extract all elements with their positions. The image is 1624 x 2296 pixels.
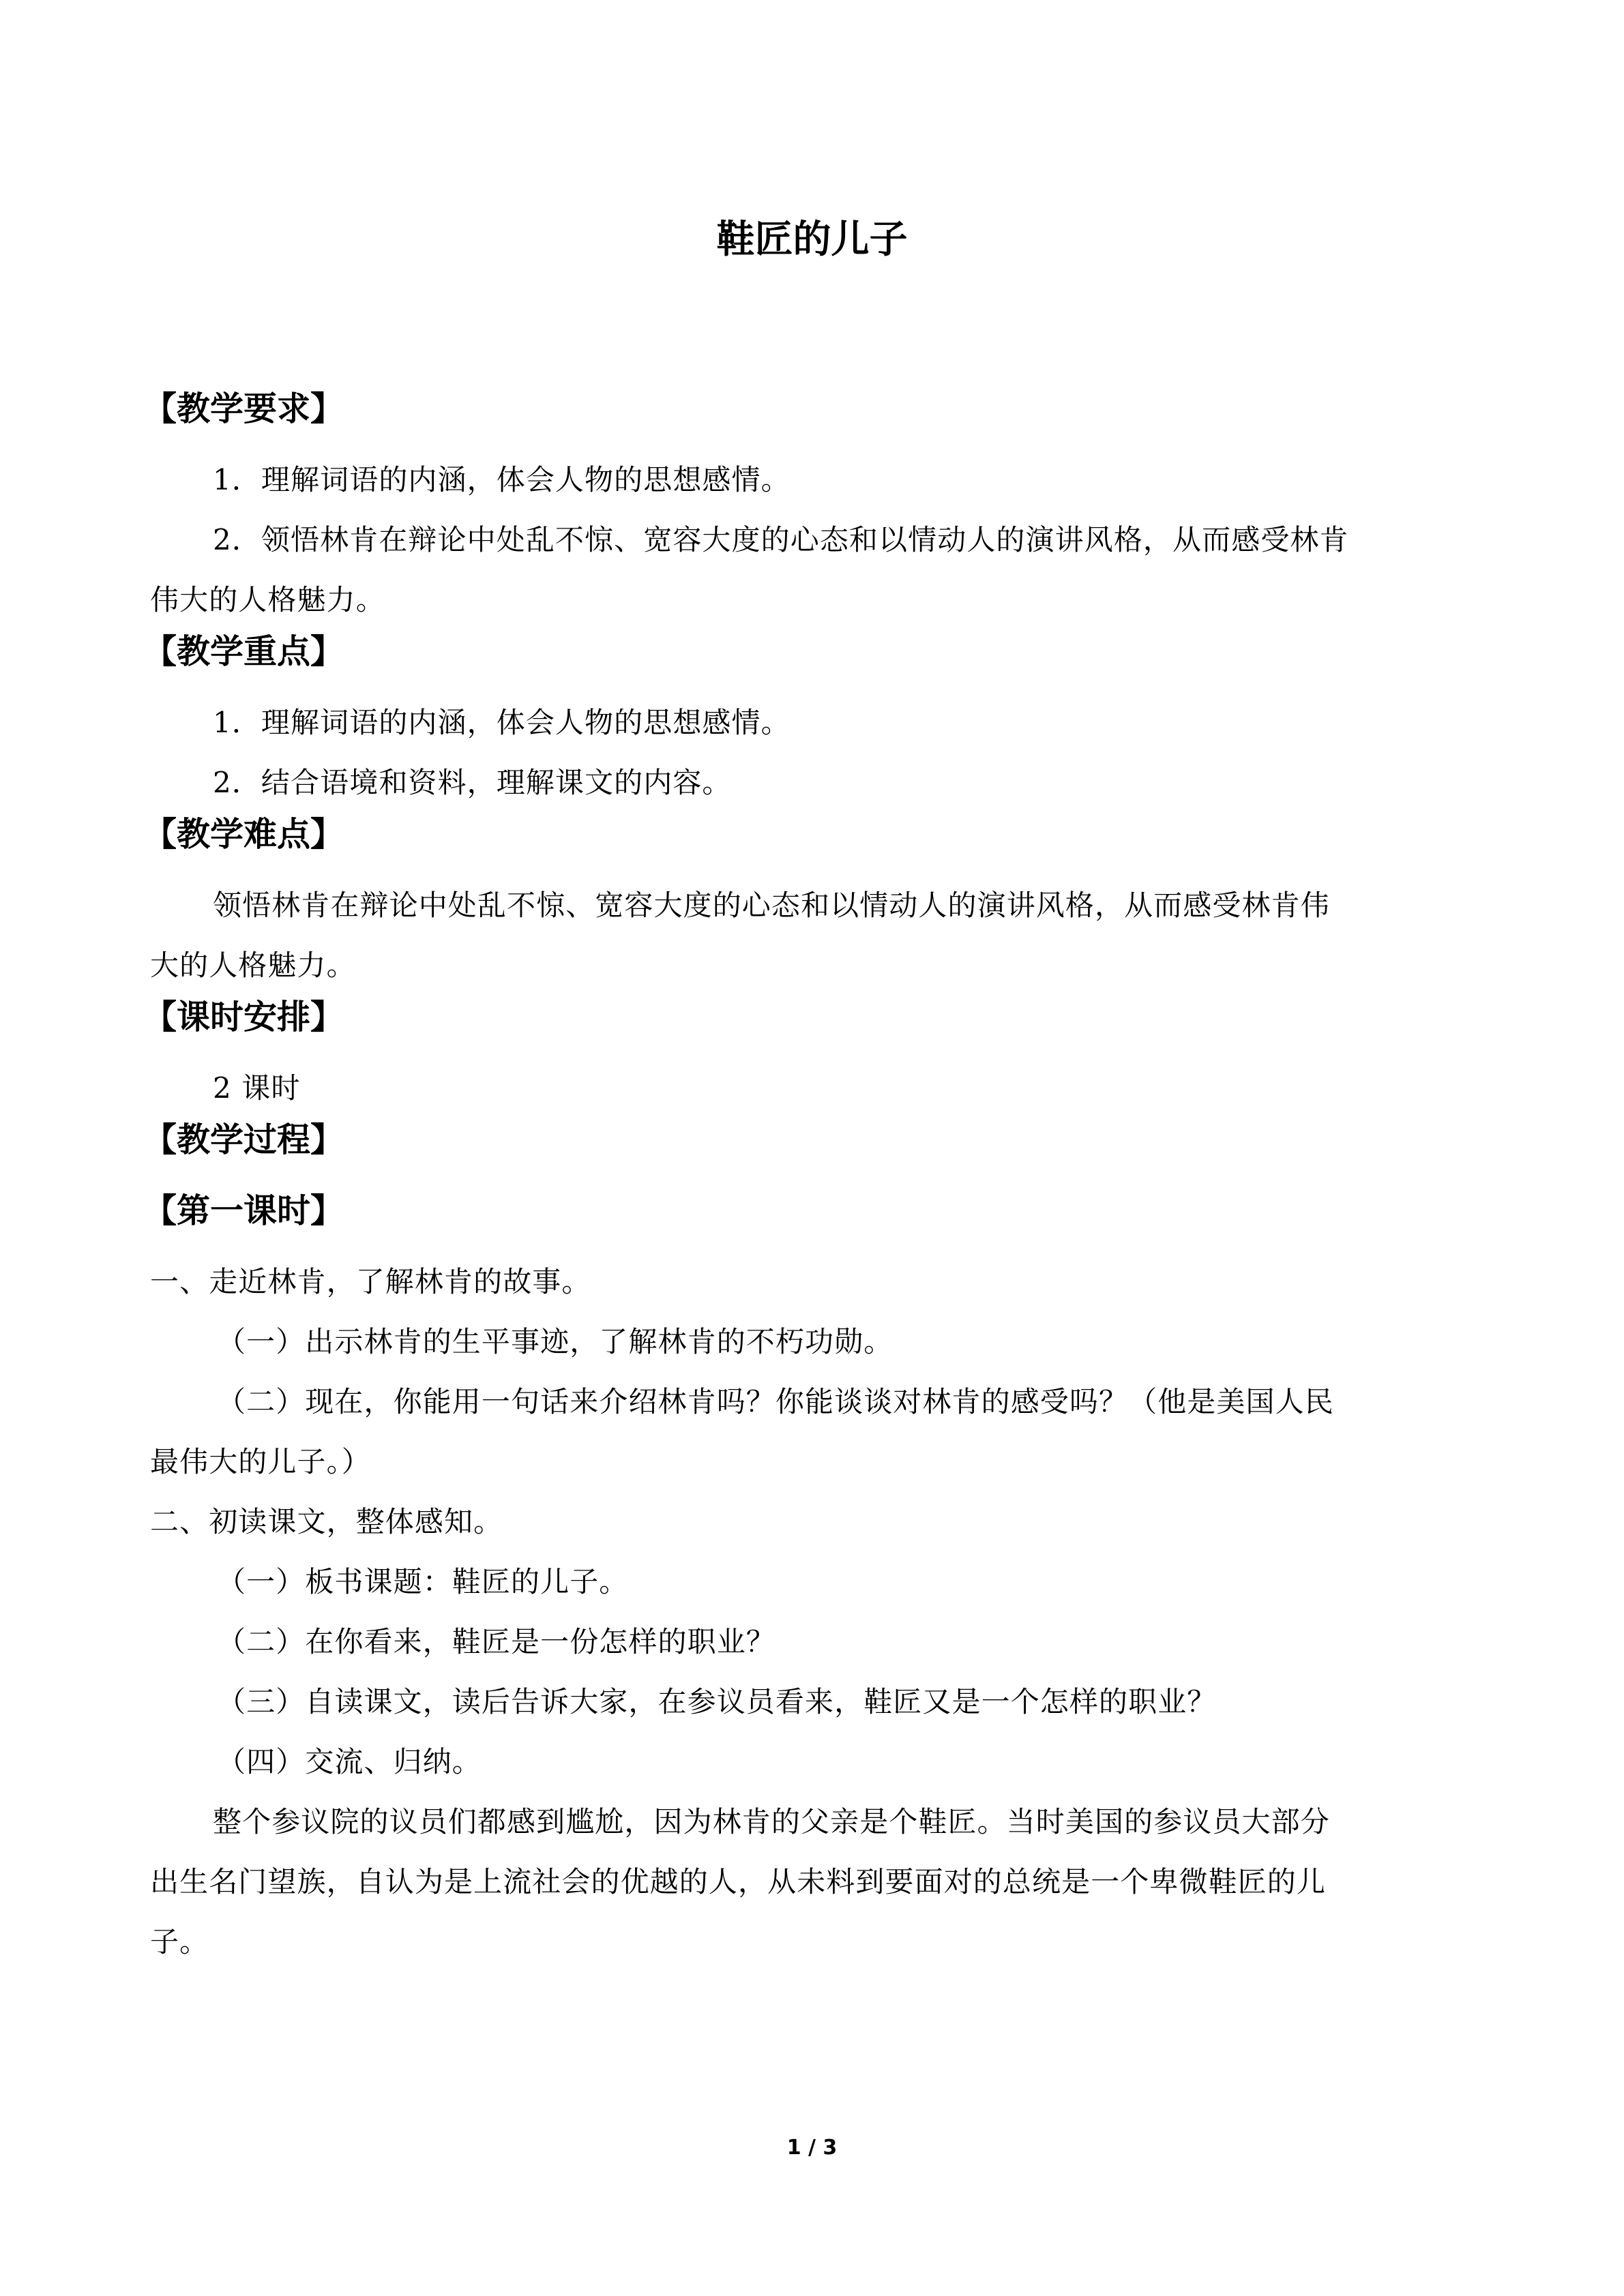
paragraph: 2．领悟林肯在辩论中处乱不惊、宽容大度的心态和以情动人的演讲风格，从而感受林肯	[213, 523, 1349, 556]
list-item: （三）自读课文，读后告诉大家，在参议员看来，鞋匠又是一个怎样的职业？	[217, 1685, 1217, 1718]
section-heading-process: 【教学过程】	[143, 1120, 344, 1159]
section-heading-key-points: 【教学重点】	[143, 632, 344, 671]
list-item: （一）板书课题：鞋匠的儿子。	[217, 1565, 629, 1598]
list-item: （二）在你看来，鞋匠是一份怎样的职业？	[217, 1625, 776, 1658]
list-item: 一、走近林肯，了解林肯的故事。	[150, 1265, 591, 1298]
list-item: （一）出示林肯的生平事迹，了解林肯的不朽功勋。	[217, 1325, 894, 1358]
list-item: （四）交流、归纳。	[217, 1745, 482, 1778]
section-heading-requirements: 【教学要求】	[143, 389, 344, 428]
document-body	[143, 387, 1473, 1972]
section-heading-lesson1: 【第一课时】	[143, 1191, 344, 1230]
list-item: 二、初读课文，整体感知。	[150, 1505, 503, 1538]
paragraph: 领悟林肯在辩论中处乱不惊、宽容大度的心态和以情动人的演讲风格，从而感受林肯伟	[213, 889, 1330, 922]
paragraph: 出生名门望族，自认为是上流社会的优越的人，从未料到要面对的总统是一个卑微鞋匠的儿	[150, 1865, 1327, 1898]
section-heading-difficulties: 【教学难点】	[143, 815, 344, 854]
list-item: 最伟大的儿子。）	[150, 1445, 371, 1478]
section-heading-schedule: 【课时安排】	[143, 998, 344, 1037]
paragraph: 2 课时	[213, 1071, 301, 1105]
paragraph: 整个参议院的议员们都感到尴尬，因为林肯的父亲是个鞋匠。当时美国的参议员大部分	[213, 1805, 1330, 1838]
paragraph: 2．结合语境和资料，理解课文的内容。	[213, 766, 732, 799]
document-title: 鞋匠的儿子	[716, 218, 908, 262]
paragraph: 子。	[150, 1925, 209, 1958]
paragraph: 1．理解词语的内涵，体会人物的思想感情。	[213, 463, 791, 496]
paragraph: 1．理解词语的内涵，体会人物的思想感情。	[213, 706, 791, 739]
paragraph: 大的人格魅力。	[150, 949, 356, 982]
paragraph: 伟大的人格魅力。	[150, 583, 385, 616]
list-item: （二）现在，你能用一句话来介绍林肯吗？你能谈谈对林肯的感受吗？（他是美国人民	[217, 1385, 1334, 1418]
page-number: 1 / 3	[786, 2136, 838, 2160]
